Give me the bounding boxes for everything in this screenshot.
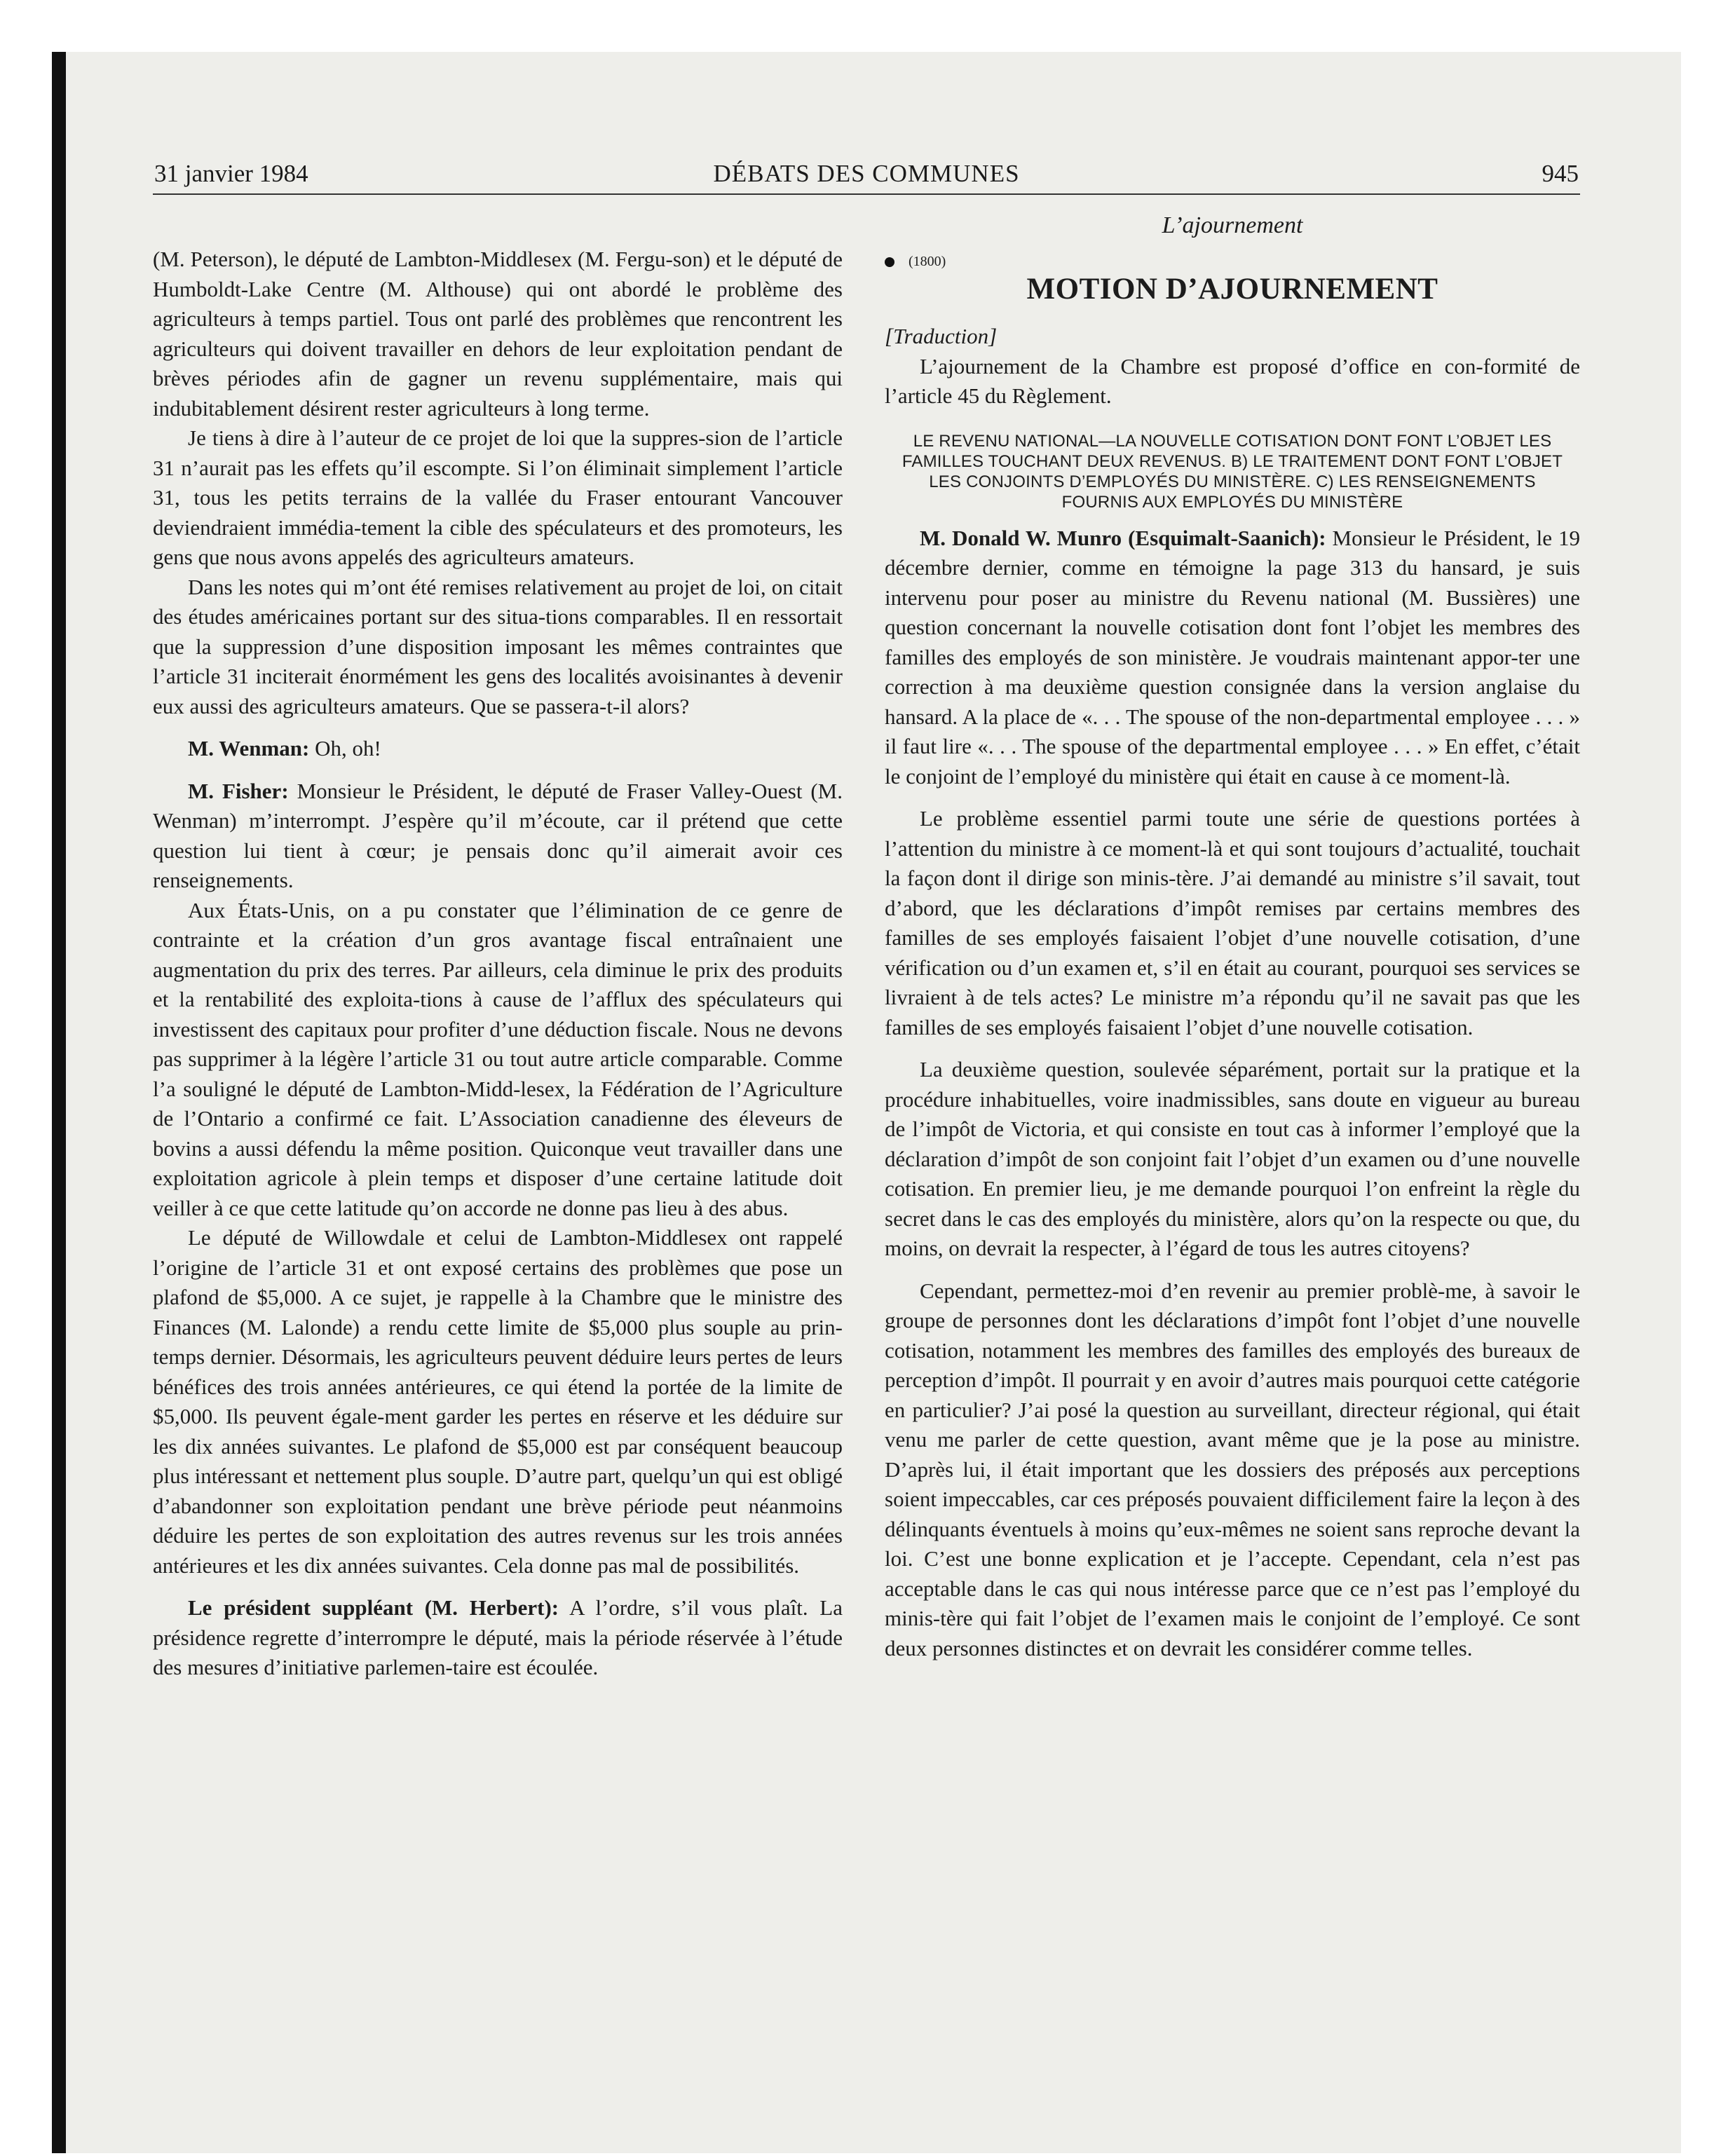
section-label: L’ajournement [1162,212,1303,238]
paragraph [885,1055,1580,1264]
speech-paragraph [885,524,1580,792]
paragraph-text: Dans les notes qui m’ont été remises relativement au projet de loi, on citait des études américaines portant sur des situa-tions comparables. Il en ressortait que la suppression d’une disposition imposant les mêmes contraintes que l’article 31 inciterait énormément les gens des localités avoisinantes à devenir eux aussi des agriculteurs amateurs. Que se passera-t-il alors? [153,574,843,718]
right-column [885,211,1580,1663]
paragraph-text: (M. Peterson), le député de Lambton-Middlesex (M. Fergu-son) et le député de Humboldt-Lake Centre (M. Althouse) qui ont abordé le problème des agriculteurs à temps partiel. Tous ont parlé des problèmes que rencontrent les agriculteurs qui doivent travailler en dehors de leur exploitation pendant de brèves périodes afin de gagner un revenu supplémentaire, mais qui indubitablement désirent rester agriculteurs à long terme. [153,247,843,421]
left-column [153,245,843,1683]
paragraph-text: La deuxième question, soulevée séparément, portait sur la pratique et la procédure inhabituelles, voire inadmissibles, sans doute en vigueur au bureau de l’impôt de Victoria, et qui consiste en tout cas à informer l’employé que la déclaration d’impôt de son conjoint fait l’objet d’un examen ou d’une nouvelle cotisation. En premier lieu, je me demande pourquoi l’on enfreint la règle du secret dans le cas des employés du ministère, alors qu’on la respecte ou que, du moins, on devrait la respecter, à l’égard de tous les autres citoyens? [885,1057,1580,1260]
speech-paragraph [153,734,843,764]
header-page-number: 945 [1542,160,1579,187]
running-header [153,158,1580,195]
time-marker [885,253,1580,268]
speech-paragraph [153,1593,843,1683]
paragraph-text: L’ajournement de la Chambre est proposé d’office en con-formité de l’article 45 du Règlement. [885,353,1580,408]
paragraph-text: Aux États-Unis, on a pu constater que l’élimination de ce genre de contrainte et la création d’un gros avantage fiscal entraînaient une augmentation du prix des terres. Par ailleurs, cela diminue le prix des produits et la rentabilité des exploita-tions à cause de l’afflux des spéculateurs qui investissent des capitaux pour profiter d’une déduction fiscale. Nous ne devons pas supprimer à la légère l’article 31 ou tout autre article comparable. Comme l’a souligné le député de Lambton-Midd-lesex, la Fédération de l’Agriculture de l’Ontario a confirmé ce fait. L’Association canadienne des éleveurs de bovins a aussi défendu la même position. Quiconque veut travailler dans une exploitation agricole à plein temps et disposer d’une certaine latitude doit veiller à ce que cette latitude qu’on accorde ne donne pas lieu à des abus. [153,897,843,1220]
speaker-name: M. Wenman: [188,736,310,760]
scan-edge-shadow [52,52,66,2153]
paragraph [153,573,843,722]
paragraph-text: Monsieur le Président, le député de Fraser Valley-Ouest (M. Wenman) m’interrompt. J’espère qu’il m’écoute, car il prétend que cette question lui tient à cœur; je pensais donc qu’il aimerait avoir ces renseignements. [153,778,843,892]
topic-heading: LE REVENU NATIONAL—LA NOUVELLE COTISATION DONT FONT L’OBJET LES FAMILLES TOUCHANT DEUX REVENUS. B) LE TRAITEMENT DONT FONT L’OBJET LES CONJOINTS D’EMPLOYÉS DU MINISTÈRE. C) LES RENSEIGNEMENTS FOURNIS AUX EMPLOYÉS DU MINISTÈRE [901,431,1563,512]
speaker-name: M. Donald W. Munro (Esquimalt-Saanich): [920,525,1326,550]
speaker-name: M. Fisher: [188,778,289,803]
paragraph-text: Je tiens à dire à l’auteur de ce projet de loi que la suppres-sion de l’article 31 n’aurait pas les effets qu’il escompte. Si l’on éliminait simplement l’article 31, tous les petits terrains de la vallée du Fraser entourant Vancouver deviendraient immédia-tement la cible des spéculateurs et des promoteurs, les gens que nous avons appelés des agriculteurs amateurs. [153,425,843,569]
paragraph [153,896,843,1224]
header-date: 31 janvier 1984 [154,160,308,187]
paragraph-text: Le problème essentiel parmi toute une série de questions portées à l’attention du ministre à ce moment-là et qui sont toujours d’actualité, touchait la façon dont il dirige son minis-tère. J’ai demandé au ministre s’il savait, tout d’abord, que les déclarations d’impôt remises par certains membres des familles de ses employés faisaient l’objet d’une nouvelle cotisation, d’une vérification ou d’un examen et, s’il en était au courant, pourquoi ses services se livraient à de tels actes? Le ministre m’a répondu qu’il ne savait pas que les familles de ses employés faisaient l’objet d’une nouvelle cotisation. [885,806,1580,1039]
bullet-icon [885,257,894,267]
header-title: DÉBATS DES COMMUNES [713,160,1020,187]
motion-title: MOTION D’AJOURNEMENT [1026,273,1438,306]
paragraph-text: Oh, oh! [315,736,381,760]
time-stamp: (1800) [909,254,946,269]
paragraph-text: Cependant, permettez-moi d’en revenir au premier problè-me, à savoir le groupe de personnes dont les déclarations d’impôt font l’objet d’une nouvelle cotisation, notamment les membres des familles des employés des bureaux de perception d’impôt. Il pourrait y en avoir d’autres mais pourquoi cette catégorie en particulier? J’ai posé la question au surveillant, directeur régional, qui était venu me parler de cette question, avant même que je la pose au ministre. D’après lui, il était important que les dossiers des préposés aux perceptions soient impeccables, car ces préposés pouvaient difficilement faire la leçon à des délinquants éventuels à moins qu’eux-mêmes ne soient sans reproche devant la loi. C’est une bonne explication et je l’accepte. Cependant, cela n’est pas acceptable dans le cas qui nous intéresse parce que ce n’est pas l’employé du minis-tère qui fait l’objet de l’examen mais le conjoint de l’employé. Ce sont deux personnes distinctes et on devrait les considérer comme telles. [885,1278,1580,1660]
paragraph [153,245,843,423]
paragraph [153,423,843,573]
paragraph [885,1276,1580,1664]
paragraph [885,804,1580,1042]
intro-paragraph [885,352,1580,411]
paragraph-text: Monsieur le Président, le 19 décembre dernier, comme en témoigne la page 313 du hansard, je suis intervenu pour poser au ministre du Revenu national (M. Bussières) une question concernant la nouvelle cotisation dont font l’objet les membres des familles des employés de son ministère. Je voudrais maintenant appor-ter une correction à ma deuxième question consignée dans la version anglaise du hansard. A la place de «. . . The spouse of the non-departmental employee . . . » il faut lire «. . . The spouse of the departmental employee . . . » En effet, c’était le conjoint de l’employé du ministère qui était en cause à ce moment-là. [885,525,1580,789]
speech-paragraph [153,777,843,896]
paragraph-text: Le député de Willowdale et celui de Lambton-Middlesex ont rappelé l’origine de l’article 31 et ont exposé certains des problèmes que pose un plafond de $5,000. A ce sujet, je rappelle à la Chambre que le ministre des Finances (M. Lalonde) a rendu cette limite de $5,000 plus souple au prin-temps dernier. Désormais, les agriculteurs peuvent déduire leurs pertes de leurs bénéfices des trois années antérieures, ce qui étend la portée de la limite de $5,000. Ils peuvent égale-ment garder les pertes en réserve et les déduire sur les dix années suivantes. Le plafond de $5,000 est par conséquent beaucoup plus intéressant et nettement plus souple. D’autre part, quelqu’un qui est obligé d’abandonner son exploitation pendant une brève période peut néanmoins déduire les pertes de son exploitation des autres revenus sur les trois années antérieures et les dix années suivantes. Cela donne pas mal de possibilités. [153,1225,843,1578]
paragraph [153,1223,843,1581]
paragraph-text: A l’ordre, s’il vous plaît. La présidence regrette d’interrompre le député, mais la période réservée à l’étude des mesures d’initiative parlemen-taire est écoulée. [153,1595,843,1679]
translation-label: [Traduction] [885,324,998,348]
speaker-name: Le président suppléant (M. Herbert): [188,1595,559,1620]
